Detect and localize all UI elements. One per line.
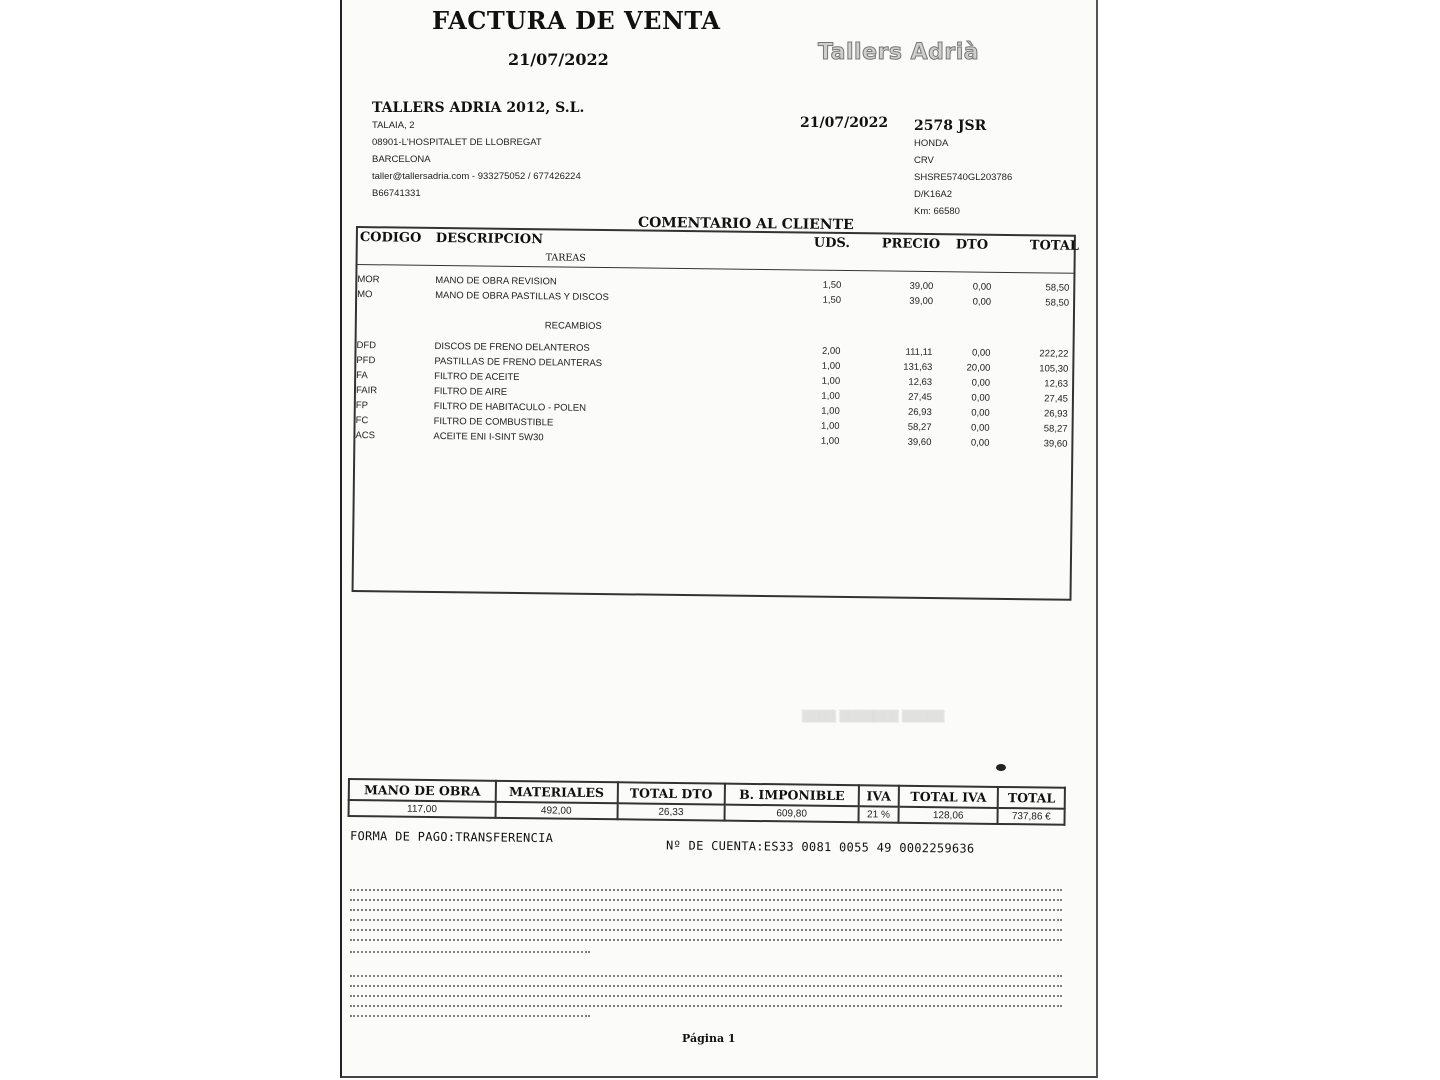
- cell-total: 222,22: [1039, 348, 1069, 360]
- cell-discount: 0,00: [971, 347, 991, 359]
- cell-units: 1,00: [821, 360, 841, 372]
- page-number: Página 1: [682, 1032, 736, 1045]
- cell-total: 105,30: [1039, 363, 1069, 375]
- cell-price: 111,11: [905, 346, 933, 359]
- faded-stamp: ▒▒▒▒ ▒▒▒▒▒▒▒ ▒▒▒▒▒: [802, 710, 945, 723]
- legal-text-line: [350, 914, 1062, 921]
- vehicle-vin: SHSRE5740GL203786: [914, 172, 1013, 183]
- privacy-text-line: [350, 990, 1062, 997]
- tasks-label: TAREAS: [545, 252, 586, 264]
- cell-total: 27,45: [1044, 393, 1069, 405]
- cell-description: FILTRO DE COMBUSTIBLE: [433, 415, 554, 429]
- cell-description: FILTRO DE AIRE: [433, 385, 508, 398]
- cell-description: MANO DE OBRA PASTILLAS Y DISCOS: [435, 289, 609, 304]
- cell-price: 39,60: [907, 436, 932, 449]
- cell-code: MO: [357, 289, 373, 301]
- vehicle-block: [914, 118, 1012, 220]
- company-block: [372, 100, 584, 202]
- cell-discount: 0,00: [971, 422, 990, 434]
- header-price: PRECIO: [881, 236, 941, 253]
- cell-units: 1,00: [821, 405, 840, 417]
- cell-price: 39,00: [909, 295, 934, 308]
- legal-text-line: [350, 934, 1062, 941]
- items-table: [351, 226, 1082, 625]
- cell-price: 131,63: [903, 361, 933, 374]
- cell-description: FILTRO DE ACEITE: [434, 370, 520, 384]
- cell-discount: 0,00: [970, 437, 990, 449]
- cell-units: 1,50: [822, 279, 842, 291]
- totals-header: MANO DE OBRA: [349, 779, 496, 802]
- legal-text-line: [350, 884, 1062, 891]
- cell-description: DISCOS DE FRENO DELANTEROS: [434, 340, 590, 354]
- totals-header: IVA: [859, 785, 899, 806]
- vehicle-model: CRV: [914, 155, 934, 166]
- cell-code: FA: [356, 370, 368, 382]
- cell-description: PASTILLAS DE FRENO DELANTERAS: [434, 355, 603, 370]
- cell-discount: 0,00: [972, 296, 992, 308]
- document-title: FACTURA DE VENTA: [432, 6, 721, 35]
- privacy-text-line: [350, 1000, 1062, 1007]
- totals-value: 26,33: [617, 803, 725, 820]
- cell-discount: 0,00: [971, 377, 991, 389]
- cell-units: 2,00: [821, 345, 841, 357]
- company-nif: B66741331: [372, 188, 421, 199]
- cell-discount: 20,00: [966, 362, 991, 374]
- header-total: TOTAL: [1029, 238, 1080, 254]
- cell-price: 12,63: [908, 376, 933, 389]
- totals-value: 21 %: [858, 806, 898, 822]
- cell-units: 1,00: [821, 375, 841, 387]
- totals-value: 117,00: [349, 800, 496, 818]
- cell-price: 39,00: [909, 280, 934, 293]
- vehicle-make: HONDA: [914, 138, 949, 149]
- header-description: DESCRIPCION: [435, 230, 544, 248]
- company-logo: Tallers Adrià: [818, 40, 980, 65]
- company-city: BARCELONA: [372, 154, 431, 165]
- cell-units: 1,50: [822, 294, 842, 306]
- totals-value: 609,80: [725, 805, 859, 823]
- legal-text-line: [350, 894, 1062, 901]
- comment-heading: COMENTARIO AL CLIENTE: [637, 214, 854, 234]
- cell-code: FAIR: [355, 385, 378, 397]
- header-discount: DTO: [955, 237, 989, 253]
- cell-code: FP: [355, 400, 369, 412]
- legal-text-line: [350, 924, 1062, 931]
- invoice-date: 21/07/2022: [508, 50, 609, 69]
- bank-account: Nº DE CUENTA:ES33 0081 0055 49 0002259636: [665, 838, 975, 856]
- cell-total: 26,93: [1043, 408, 1068, 420]
- legal-text-line: [350, 946, 590, 953]
- privacy-text-line: [350, 1010, 590, 1017]
- totals-header: TOTAL IVA: [898, 786, 998, 808]
- invoice-page: [340, 0, 1098, 1078]
- cell-code: ACS: [355, 430, 376, 442]
- cell-units: 1,00: [820, 435, 840, 447]
- vehicle-date: 21/07/2022: [800, 115, 889, 131]
- totals-header: TOTAL DTO: [617, 782, 725, 804]
- cell-price: 58,27: [907, 421, 932, 434]
- company-address1: TALAIA, 2: [372, 120, 415, 131]
- company-address2: 08901-L'HOSPITALET DE LLOBREGAT: [372, 137, 542, 148]
- cell-units: 1,00: [821, 420, 840, 432]
- totals-value: 128,06: [898, 807, 998, 824]
- totals-header: TOTAL: [998, 787, 1065, 809]
- cell-total: 12,63: [1044, 378, 1069, 390]
- totals-header: MATERIALES: [495, 781, 617, 803]
- privacy-text-line: [350, 980, 1062, 987]
- totals-value: 492,00: [495, 802, 617, 819]
- cell-code: DFD: [356, 340, 377, 352]
- cell-total: 39,60: [1043, 438, 1068, 450]
- parts-label: RECAMBIOS: [544, 320, 602, 333]
- payment-method: FORMA DE PAGO:TRANSFERENCIA: [349, 828, 554, 846]
- cell-price: 27,45: [908, 391, 933, 404]
- vehicle-plate: 2578 JSR: [914, 118, 987, 134]
- cell-price: 26,93: [907, 406, 932, 419]
- cell-code: MOR: [357, 274, 380, 286]
- ink-mark: [996, 764, 1006, 771]
- vehicle-engine: D/K16A2: [914, 189, 953, 200]
- company-name: TALLERS ADRIA 2012, S.L.: [372, 100, 585, 116]
- cell-total: 58,50: [1045, 282, 1070, 294]
- cell-units: 1,00: [821, 390, 841, 402]
- totals-value: 737,86 €: [998, 808, 1065, 825]
- cell-description: FILTRO DE HABITACULO - POLEN: [433, 400, 587, 414]
- header-code: CODIGO: [359, 230, 422, 246]
- header-units: UDS.: [813, 235, 850, 252]
- company-contact: taller@tallersadria.com - 933275052 / 677426224: [372, 171, 581, 182]
- cell-discount: 0,00: [972, 281, 992, 293]
- cell-total: 58,27: [1043, 423, 1068, 435]
- totals-header: B. IMPONIBLE: [725, 784, 859, 807]
- vehicle-km: Km: 66580: [914, 206, 960, 217]
- cell-code: PFD: [356, 355, 376, 367]
- cell-discount: 0,00: [971, 392, 991, 404]
- cell-discount: 0,00: [971, 407, 990, 419]
- cell-code: FC: [355, 415, 369, 427]
- cell-description: ACEITE ENI I-SINT 5W30: [433, 430, 544, 444]
- cell-total: 58,50: [1045, 297, 1070, 309]
- cell-description: MANO DE OBRA REVISION: [435, 274, 557, 288]
- legal-text-line: [350, 904, 1062, 911]
- privacy-text-line: [350, 970, 1062, 977]
